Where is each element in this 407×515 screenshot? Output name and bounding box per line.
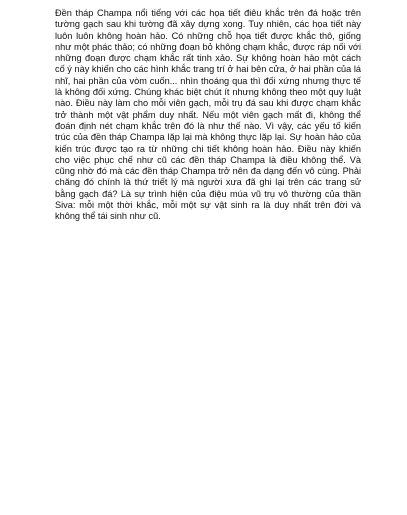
body-paragraph: Đền tháp Champa nổi tiếng với các họa tiết điêu khắc trên đá hoặc trên tường gạch sau khi tường đã xây dựng xong. Tuy nhiên, các họa tiết này luôn luôn không hoàn hảo. Có những chỗ họa tiết được khắc thô, giống như một phác thảo; có những đoạn bỏ không chạm khắc, được ráp nối với những đoạn được chạm khắc rất tinh xảo. Sự không hoàn hảo một cách cố ý này khiến cho các hình khắc trang trí ở hai bên cửa, ở hai phần của lá nhĩ, hai phần của vòm cuốn... nhìn thoáng qua thì đối xứng nhưng thực tế là không đối xứng. Chúng khác biệt chút ít nhưng không theo một quy luật nào. Điều này làm cho mỗi viên gạch, mỗi trụ đá sau khi được chạm khắc trở thành một vật phẩm duy nhất. Nếu một viên gạch mất đi, không thể đoán định nét chạm khắc trên đó là như thế nào. Vì vậy, các yếu tố kiến trúc của đền tháp Champa lặp lại mà không thực lặp lại. Sự hoàn hảo của kiến trúc được tạo ra từ những chi tiết không hoàn hảo. Điều này khiến cho việc phục chế như cũ các đền tháp Champa là điều không thể. Và cũng nhờ đó mà các đền tháp Champa trở nên đa dạng đến vô cùng. Phải chăng đó chính là thứ triết lý mà người xưa đã ghi lại trên các trang sử bằng gạch đá? Là sự trình hiện của điệu múa vũ trụ vô thường của thần Siva: mỗi một thời khắc, mỗi một sự vật sinh ra là duy nhất trên đời và không thể tái sinh như cũ. (55, 8, 361, 222)
